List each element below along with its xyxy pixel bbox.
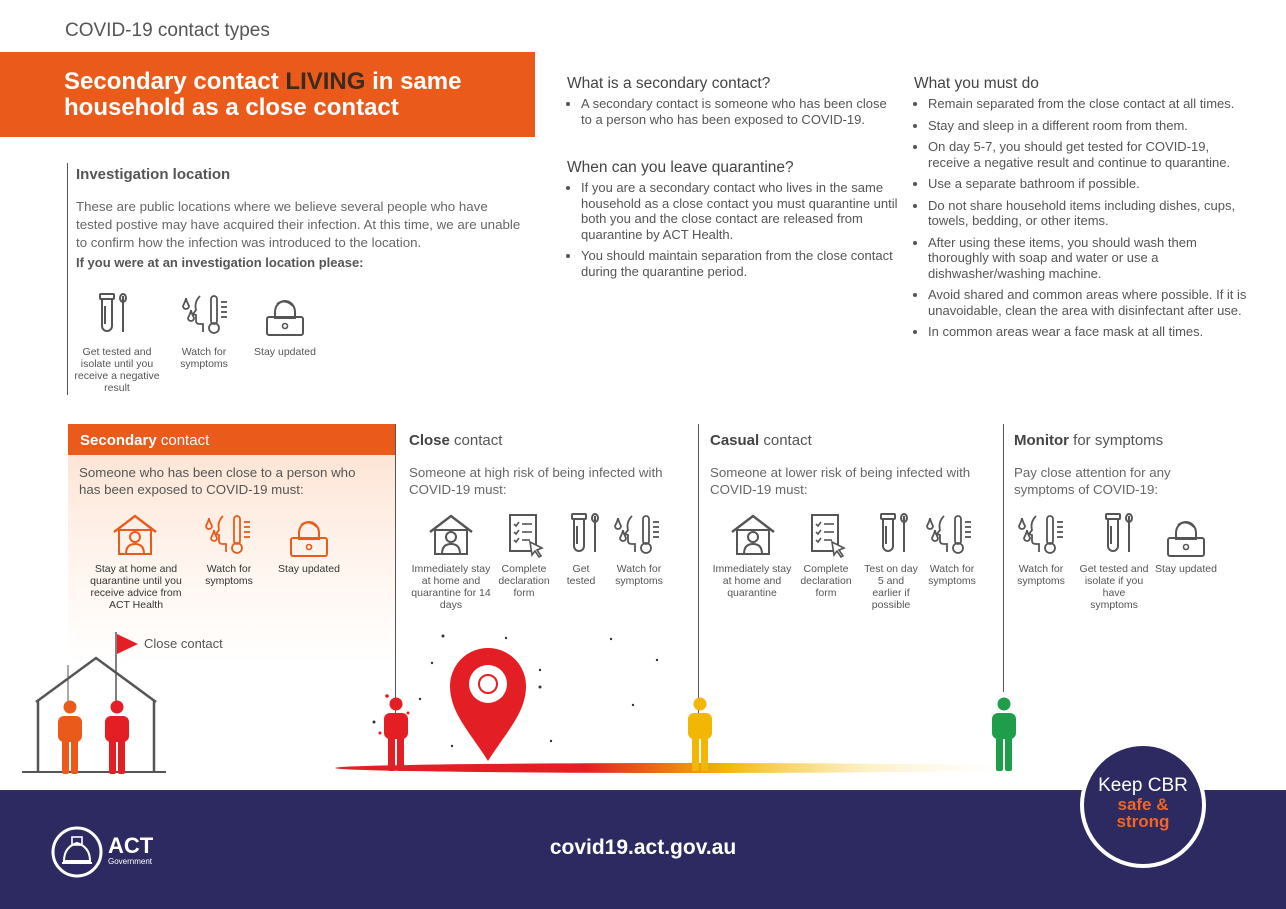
- act-crest-icon: [50, 825, 104, 879]
- icon-label: Stay updated: [278, 563, 340, 575]
- list-item: • On day 5-7, you should get tested for COVID-19, receive a negative result and continue to quarantine.: [928, 139, 1253, 170]
- symptoms-icon: [178, 292, 234, 336]
- location-pin-icon: [450, 648, 526, 761]
- investigation-title: Investigation location: [76, 166, 231, 183]
- house-outline: [36, 658, 156, 772]
- declaration-form-icon: [806, 512, 850, 560]
- declaration-form-icon: [504, 512, 548, 560]
- icon-label: Get tested and isolate until you receive a negative result: [74, 346, 160, 394]
- secondary-body: Someone who has been close to a person who has been exposed to COVID-19 must:: [79, 465, 356, 497]
- banner-heading: Secondary contact LIVING in same household as a close contact: [64, 68, 462, 121]
- icon-label: Stay updated: [254, 346, 316, 358]
- must-do-list: [914, 96, 1253, 346]
- icon-label: Watch for symptoms: [180, 346, 228, 370]
- act-logo-subtext: Government: [108, 857, 153, 866]
- page-title: COVID-19 contact types: [65, 20, 270, 41]
- person-casual-icon: [685, 697, 715, 773]
- secondary-title: Secondary contact: [80, 432, 210, 449]
- person-monitor-icon: [989, 697, 1019, 773]
- flag-label: Close contact: [144, 636, 223, 651]
- icon-label: Get tested and isolate if you have symptoms: [1079, 563, 1149, 611]
- laptop-person-icon: [287, 511, 331, 559]
- icon-label: Watch for symptoms: [1017, 563, 1065, 587]
- when-leave-list: [567, 180, 903, 285]
- list-item: • Do not share household items including dishes, cups, towels, bedding, or other items.: [928, 198, 1253, 229]
- icon-label: Stay at home and quarantine until you receive advice from ACT Health: [90, 563, 182, 611]
- symptoms-icon: [922, 512, 978, 556]
- casual-title: Casual contact: [710, 432, 812, 449]
- symptoms-icon: [201, 512, 257, 556]
- icon-label: Stay updated: [1155, 563, 1217, 575]
- list-item: • Remain separated from the close contact at all times.: [928, 96, 1253, 112]
- icon-label: Complete declaration form: [498, 563, 550, 599]
- badge-text: Keep CBR: [1098, 775, 1188, 796]
- monitor-body: Pay close attention for any symptoms of COVID-19:: [1014, 465, 1171, 497]
- icon-label: Test on day 5 and earlier if possible: [864, 563, 918, 611]
- house-person-icon: [729, 512, 777, 556]
- icon-label: Immediately stay at home and quarantine for 14 days: [411, 563, 491, 611]
- icon-label: Immediately stay at home and quarantine: [712, 563, 792, 599]
- list-item: • Avoid shared and common areas where possible. If it is unavoidable, clean the area with disinfectant after use.: [928, 287, 1253, 318]
- person-secondary-icon: [55, 700, 85, 776]
- list-item: • After using these items, you should wash them thoroughly with soap and water or use a dishwasher/washing machine.: [928, 235, 1253, 282]
- casual-body: Someone at lower risk of being infected with COVID-19 must:: [710, 465, 971, 497]
- list-item: • Stay and sleep in a different room from them.: [928, 118, 1253, 134]
- icon-label: Watch for symptoms: [615, 563, 663, 587]
- list-item: • If you are a secondary contact who lives in the same household as a close contact you must quarantine until both you and the close contact are released from quarantine by ACT Health.: [581, 180, 903, 242]
- close-title: Close contact: [409, 432, 503, 449]
- monitor-title: Monitor for symptoms: [1014, 432, 1164, 449]
- person-close-icon: [102, 700, 132, 776]
- flag-icon: [117, 634, 138, 654]
- what-is-list: [567, 96, 901, 133]
- laptop-person-icon: [263, 290, 307, 338]
- test-tube-icon: [873, 512, 913, 556]
- must-do-title: What you must do: [914, 75, 1039, 92]
- what-is-title: What is a secondary contact?: [567, 75, 771, 92]
- investigation-body: These are public locations where we believe several people who have tested postive may have acquired their infection. At this time, we are unable to confirm how the infection was introduced to the location.: [76, 199, 521, 250]
- close-body: Someone at high risk of being infected with COVID-19 must:: [409, 465, 663, 497]
- house-person-icon: [427, 512, 475, 556]
- test-tube-icon: [564, 512, 604, 556]
- divider: [67, 163, 68, 395]
- test-tube-icon: [1098, 512, 1138, 556]
- investigation-instruction: If you were at an investigation location please:: [76, 255, 364, 270]
- icon-label: Watch for symptoms: [205, 563, 253, 587]
- symptoms-icon: [1014, 512, 1070, 556]
- list-item: • Use a separate bathroom if possible.: [928, 176, 1253, 192]
- act-logo-text: ACT: [108, 833, 154, 858]
- laptop-person-icon: [1164, 511, 1208, 559]
- when-leave-title: When can you leave quarantine?: [567, 159, 794, 176]
- website-link[interactable]: covid19.act.gov.au: [549, 836, 737, 859]
- symptoms-icon: [610, 512, 666, 556]
- house-person-icon: [111, 512, 159, 556]
- list-item: • A secondary contact is someone who has been close to a person who has been exposed to COVID-19.: [581, 96, 901, 127]
- icon-label: Get tested: [566, 563, 596, 587]
- icon-label: Complete declaration form: [800, 563, 852, 599]
- icon-label: Watch for symptoms: [928, 563, 976, 587]
- test-tube-icon: [92, 292, 132, 336]
- list-item: • In common areas wear a face mask at all times.: [928, 324, 1253, 340]
- person-close-icon: [381, 697, 411, 773]
- badge-slogan: safe & strong: [1116, 795, 1170, 831]
- list-item: • You should maintain separation from the close contact during the quarantine period.: [581, 248, 903, 279]
